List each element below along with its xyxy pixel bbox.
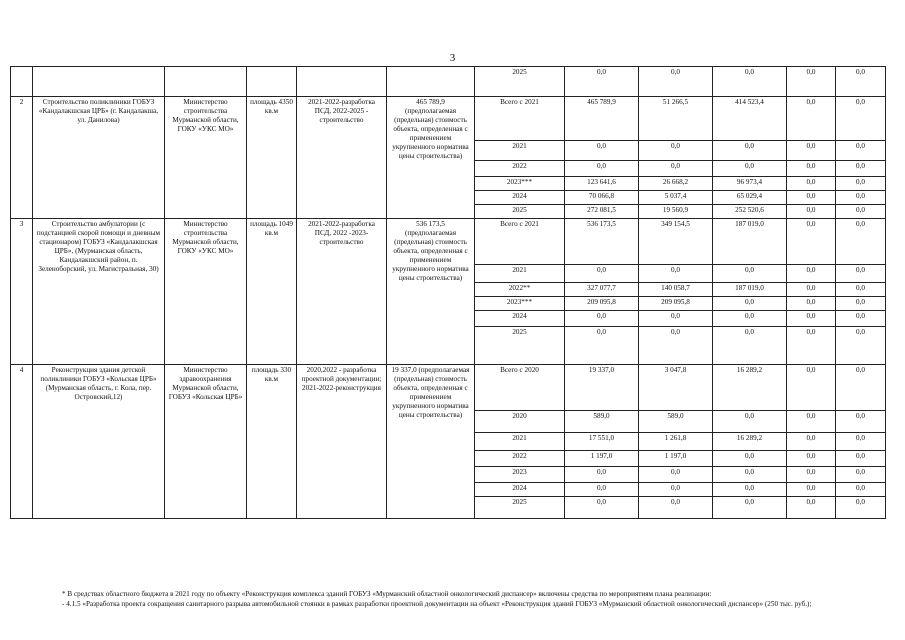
empty-cell — [247, 67, 297, 97]
page-number: 3 — [449, 52, 456, 64]
year-cell: Всего с 2021 — [475, 97, 565, 141]
table-row — [11, 97, 886, 141]
footnotes — [40, 590, 885, 609]
customer: Министерство строительства Мурманской области, ГОКУ «УКС МО» — [165, 219, 247, 365]
value-cell: 0,0 — [836, 365, 886, 411]
value-cell: 1 197,0 — [565, 451, 639, 467]
value-cell: 0,0 — [836, 483, 886, 497]
value-cell: 209 095,8 — [639, 297, 713, 311]
value-cell: 0,0 — [787, 161, 836, 177]
value-cell: 16 289,2 — [713, 433, 787, 451]
value-cell: 5 037,4 — [639, 191, 713, 205]
year-cell: 2025 — [475, 67, 565, 97]
value-cell: 0,0 — [836, 283, 886, 297]
value-cell: 0,0 — [836, 467, 886, 483]
value-cell: 0,0 — [836, 191, 886, 205]
year-cell: 2022** — [475, 283, 565, 297]
year-cell: 2025 — [475, 327, 565, 365]
value-cell: 0,0 — [713, 327, 787, 365]
value-cell: 0,0 — [836, 411, 886, 433]
table-row — [11, 67, 886, 97]
year-cell: 2024 — [475, 191, 565, 205]
value-cell: 0,0 — [565, 141, 639, 161]
value-cell: 536 173,5 — [565, 219, 639, 265]
empty-cell — [387, 67, 475, 97]
value-cell: 0,0 — [787, 177, 836, 191]
object-name: Реконструкция здания детской поликлиники ГОБУЗ «Кольская ЦРБ» (Мурманская область, г. Кола, пер. Островский,12) — [33, 365, 165, 519]
year-cell: 2021 — [475, 265, 565, 283]
value-cell: 0,0 — [836, 205, 886, 219]
value-cell: 0,0 — [713, 265, 787, 283]
value-cell: 0,0 — [787, 497, 836, 519]
value-cell: 0,0 — [787, 311, 836, 327]
value-cell: 0,0 — [639, 311, 713, 327]
year-cell: 2022 — [475, 451, 565, 467]
value-cell: 187 019,0 — [713, 283, 787, 297]
value-cell: 272 081,5 — [565, 205, 639, 219]
year-cell: Всего с 2021 — [475, 219, 565, 265]
value-cell: 0,0 — [787, 97, 836, 141]
value-cell: 0,0 — [836, 161, 886, 177]
value-cell: 19 337,0 — [565, 365, 639, 411]
empty-cell — [33, 67, 165, 97]
value-cell: 1 261,8 — [639, 433, 713, 451]
value-cell: 123 641,6 — [565, 177, 639, 191]
row-number: 4 — [11, 365, 33, 519]
value-cell: 3 047,8 — [639, 365, 713, 411]
value-cell: 0,0 — [565, 311, 639, 327]
empty-cell — [297, 67, 387, 97]
value-cell: 0,0 — [565, 467, 639, 483]
value-cell: 17 551,0 — [565, 433, 639, 451]
year-cell: 2025 — [475, 205, 565, 219]
value-cell: 187 019,0 — [713, 219, 787, 265]
estimated-cost: 536 173,5 (предполагаемая (предельная) стоимость объекта, определенная с применением укрупненного норматива цены строительства) — [387, 219, 475, 365]
capacity: площадь 4350 кв.м — [247, 97, 297, 219]
value-cell: 0,0 — [836, 97, 886, 141]
value-cell: 0,0 — [836, 177, 886, 191]
value-cell: 0,0 — [713, 451, 787, 467]
value-cell: 0,0 — [787, 365, 836, 411]
row-number: 2 — [11, 97, 33, 219]
capacity: площадь 330 кв.м — [247, 365, 297, 519]
year-cell: 2021 — [475, 141, 565, 161]
year-cell: 2023*** — [475, 177, 565, 191]
value-cell: 0,0 — [639, 497, 713, 519]
value-cell: 0,0 — [639, 161, 713, 177]
value-cell: 0,0 — [836, 433, 886, 451]
value-cell: 0,0 — [565, 265, 639, 283]
year-cell: 2020 — [475, 411, 565, 433]
year-cell: 2025 — [475, 497, 565, 519]
value-cell: 0,0 — [787, 283, 836, 297]
value-cell: 0,0 — [787, 219, 836, 265]
value-cell: 209 095,8 — [565, 297, 639, 311]
value-cell: 252 520,6 — [713, 205, 787, 219]
value-cell: 0,0 — [836, 451, 886, 467]
value-cell: 51 266,5 — [639, 97, 713, 141]
value-cell: 0,0 — [565, 327, 639, 365]
value-cell: 589,0 — [565, 411, 639, 433]
value-cell: 0,0 — [787, 67, 836, 97]
value-cell: 0,0 — [713, 497, 787, 519]
year-cell: 2024 — [475, 483, 565, 497]
value-cell: 0,0 — [565, 483, 639, 497]
table-row — [11, 365, 886, 411]
value-cell: 327 077,7 — [565, 283, 639, 297]
value-cell: 0,0 — [565, 67, 639, 97]
year-cell: Всего с 2020 — [475, 365, 565, 411]
value-cell: 0,0 — [836, 219, 886, 265]
value-cell: 0,0 — [787, 467, 836, 483]
footnote-2: - 4.1.5 «Разработка проекта сокращения санитарного разрыва автомобильной стоянки в рамках разработки проектной документации на объект «Реконструкция зданий ГОБУЗ «Мурманский областной онкологический диспансер» (250 тыс. руб.); — [62, 599, 812, 608]
value-cell: 70 066,8 — [565, 191, 639, 205]
investment-objects-table — [10, 66, 886, 519]
value-cell: 96 973,4 — [713, 177, 787, 191]
value-cell: 0,0 — [787, 191, 836, 205]
value-cell: 140 058,7 — [639, 283, 713, 297]
period: 2021-2022-разработка ПСД, 2022-2025 - строительство — [297, 97, 387, 219]
value-cell: 0,0 — [639, 467, 713, 483]
value-cell: 0,0 — [713, 141, 787, 161]
value-cell: 0,0 — [639, 327, 713, 365]
customer: Министерство строительства Мурманской области, ГОКУ «УКС МО» — [165, 97, 247, 219]
value-cell: 0,0 — [713, 483, 787, 497]
value-cell: 0,0 — [787, 297, 836, 311]
object-name: Строительство амбулатории (с подстанцией скорой помощи и дневным стационаром) ГОБУЗ «Кандалакшская ЦРБ», (Мурманская область, Кандалакшский район, п. Зеленоборский, ул. Магистральная, 30) — [33, 219, 165, 365]
value-cell: 0,0 — [787, 205, 836, 219]
estimated-cost: 465 789,9 (предполагаемая (предельная) стоимость объекта, определенная с применением укрупненного норматива цены строительства) — [387, 97, 475, 219]
row-number: 3 — [11, 219, 33, 365]
value-cell: 0,0 — [639, 483, 713, 497]
value-cell: 0,0 — [787, 411, 836, 433]
value-cell: 0,0 — [787, 451, 836, 467]
object-name: Строительство поликлиники ГОБУЗ «Кандалакшская ЦРБ» (г. Кандалакша, ул. Данилова) — [33, 97, 165, 219]
value-cell: 0,0 — [713, 67, 787, 97]
year-cell: 2024 — [475, 311, 565, 327]
period: 2020,2022 - разработка проектной документации; 2021-2022-реконструкция — [297, 365, 387, 519]
value-cell: 0,0 — [713, 161, 787, 177]
value-cell: 0,0 — [787, 327, 836, 365]
value-cell: 0,0 — [787, 483, 836, 497]
value-cell: 349 154,5 — [639, 219, 713, 265]
year-cell: 2021 — [475, 433, 565, 451]
customer: Министерство здравоохранения Мурманской области, ГОБУЗ «Кольская ЦРБ» — [165, 365, 247, 519]
value-cell: 26 668,2 — [639, 177, 713, 191]
value-cell: 0,0 — [836, 141, 886, 161]
value-cell: 0,0 — [713, 297, 787, 311]
value-cell: 0,0 — [639, 141, 713, 161]
value-cell: 0,0 — [713, 411, 787, 433]
footnote-1: * В средствах областного бюджета в 2021 году по объекту «Реконструкция комплекса зданий ГОБУЗ «Мурманский областной онкологический диспансер» включены средства по мероприятиям плана реализации: — [62, 590, 712, 598]
value-cell: 0,0 — [836, 265, 886, 283]
year-cell: 2023*** — [475, 297, 565, 311]
value-cell: 0,0 — [836, 67, 886, 97]
empty-cell — [11, 67, 33, 97]
year-cell: 2022 — [475, 161, 565, 177]
value-cell: 0,0 — [787, 433, 836, 451]
value-cell: 0,0 — [639, 67, 713, 97]
value-cell: 0,0 — [787, 265, 836, 283]
value-cell: 465 789,9 — [565, 97, 639, 141]
value-cell: 0,0 — [565, 497, 639, 519]
value-cell: 65 029,4 — [713, 191, 787, 205]
year-cell: 2023 — [475, 467, 565, 483]
value-cell: 0,0 — [836, 497, 886, 519]
empty-cell — [165, 67, 247, 97]
value-cell: 0,0 — [836, 311, 886, 327]
value-cell: 0,0 — [836, 327, 886, 365]
value-cell: 414 523,4 — [713, 97, 787, 141]
value-cell: 0,0 — [639, 265, 713, 283]
value-cell: 0,0 — [565, 161, 639, 177]
value-cell: 1 197,0 — [639, 451, 713, 467]
value-cell: 0,0 — [713, 311, 787, 327]
capacity: площадь 1049 кв.м — [247, 219, 297, 365]
value-cell: 16 289,2 — [713, 365, 787, 411]
value-cell: 19 560,9 — [639, 205, 713, 219]
value-cell: 589,0 — [639, 411, 713, 433]
value-cell: 0,0 — [836, 297, 886, 311]
value-cell: 0,0 — [787, 141, 836, 161]
period: 2021-2022-разработка ПСД, 2022 -2023-строительство — [297, 219, 387, 365]
table-row — [11, 219, 886, 265]
estimated-cost: 19 337,0 (предполагаемая (предельная) стоимость объекта, определенная с применением укрупненного норматива цены строительства) — [387, 365, 475, 519]
value-cell: 0,0 — [713, 467, 787, 483]
